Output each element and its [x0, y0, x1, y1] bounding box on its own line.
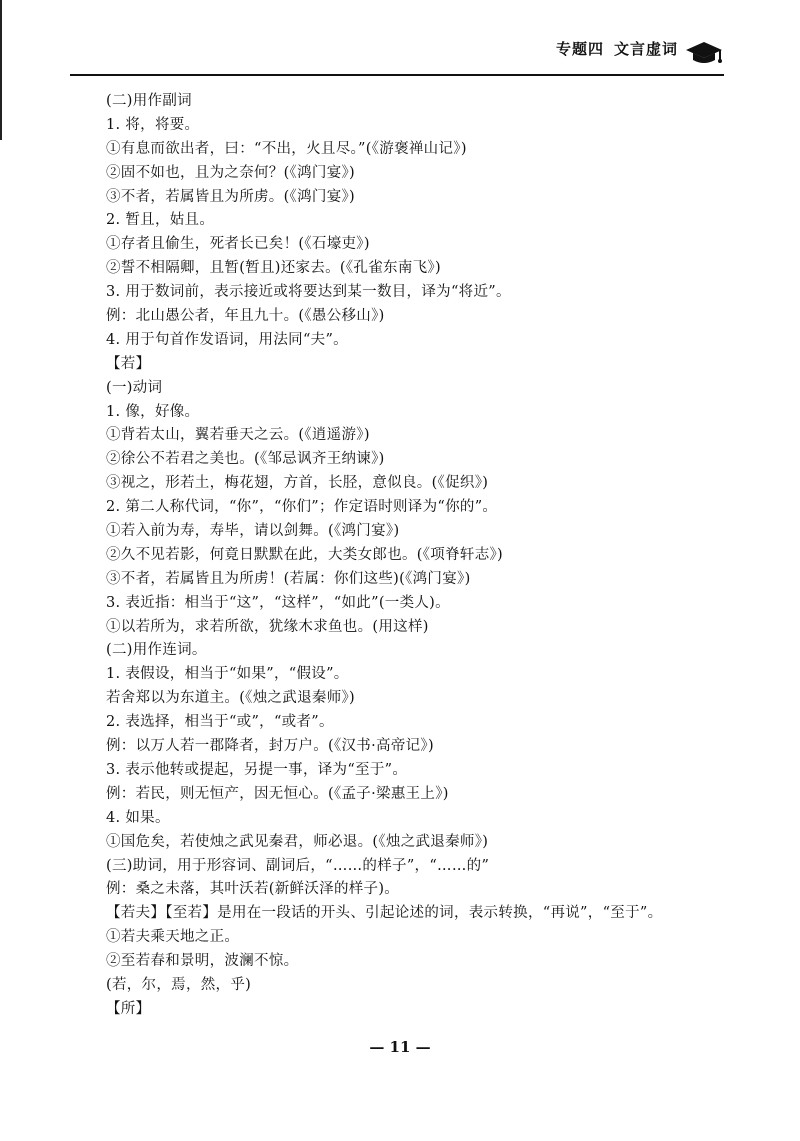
text-line: 例：桑之未落，其叶沃若(新鲜沃泽的样子)。 [106, 881, 400, 898]
text-line: 4. 如果。 [106, 809, 170, 826]
text-line: 3. 表示他转或提起，另提一事，译为“至于”。 [106, 761, 408, 778]
text-line: 【若夫】【至若】是用在一段话的开头、引起论述的词，表示转换，“再说”，“至于”。 [106, 905, 663, 922]
header-section: 专题四 [555, 40, 604, 58]
text-line: 3. 表近指：相当于“这”，“这样”，“如此”(一类人)。 [106, 594, 450, 611]
text-line: ②誓不相隔卿，且暂(暂且)还家去。(《孔雀东南飞》) [106, 260, 441, 277]
text-line: ③视之，形若土，梅花翅，方首，长胫，意似良。(《促织》) [106, 475, 489, 492]
document-body [106, 90, 726, 1022]
text-line: ③不者，若属皆且为所虏！(若属：你们这些)(《鸿门宴》) [106, 570, 471, 587]
text-line: ①有息而欲出者，曰：“不出，火且尽。”(《游褒禅山记》) [106, 140, 467, 157]
text-line: ①背若太山，翼若垂天之云。(《逍遥游》) [106, 427, 370, 444]
text-line: 1. 表假设，相当于“如果”，“假设”。 [106, 666, 349, 683]
header-topic: 文言虚词 [613, 40, 678, 58]
text-line: ②至若春和景明，波澜不惊。 [106, 953, 299, 970]
text-line: (二)用作连词。 [106, 642, 207, 659]
text-line: 例：北山愚公者，年且九十。(《愚公移山》) [106, 308, 385, 325]
text-line: 1. 将，将要。 [106, 116, 200, 133]
text-line: 2. 表选择，相当于“或”，“或者”。 [106, 714, 334, 731]
text-line: ②固不如也，且为之奈何？(《鸿门宴》) [106, 164, 356, 181]
text-line: 若舍郑以为东道主。(《烛之武退秦师》) [106, 690, 356, 707]
text-line: ①存者且偷生，死者长已矣！(《石壕吏》) [106, 236, 370, 253]
page-header [70, 30, 724, 76]
text-line: 例：若民，则无恒产，因无恒心。(《孟子·梁惠王上》) [106, 785, 449, 802]
text-line: 2. 第二人称代词，“你”，“你们”；作定语时则译为“你的”。 [106, 499, 498, 516]
text-line: 3. 用于数词前，表示接近或将要达到某一数目，译为“将近”。 [106, 284, 511, 301]
text-line: 1. 像，好像。 [106, 403, 200, 420]
text-line: 4. 用于句首作发语词，用法同“夫”。 [106, 331, 348, 348]
text-line: 【若】 [106, 355, 151, 372]
text-line: ①若夫乘天地之正。 [106, 929, 240, 946]
binding-edge-mark [0, 0, 2, 140]
text-line: (若，尔，焉，然，乎) [106, 976, 252, 993]
text-line: (三)助词，用于形容词、副词后，“……的样子”，“……的” [106, 857, 490, 874]
text-line: ①国危矣，若使烛之武见秦君，师必退。(《烛之武退秦师》) [106, 833, 489, 850]
text-line: (一)动词 [106, 379, 163, 396]
header-title [546, 38, 678, 59]
text-line: 2. 暂且，姑且。 [106, 212, 215, 229]
text-line: ①若入前为寿，寿毕，请以剑舞。(《鸿门宴》) [106, 523, 400, 540]
text-line: 例：以万人若一郡降者，封万户。(《汉书·高帝记》) [106, 738, 434, 755]
text-line: ③不者，若属皆且为所虏。(《鸿门宴》) [106, 188, 356, 205]
text-line: ②徐公不若君之美也。(《邹忌讽齐王纳谏》) [106, 451, 385, 468]
text-line: 【所】 [106, 1000, 151, 1017]
graduation-cap-icon [684, 36, 724, 66]
text-line: ①以若所为，求若所欲，犹缘木求鱼也。(用这样) [106, 618, 429, 635]
text-line: (二)用作副词 [106, 93, 192, 109]
text-line: ②久不见若影，何竟日默默在此，大类女郎也。(《项脊轩志》) [106, 546, 504, 563]
page-number: — 11 — [369, 1038, 431, 1056]
